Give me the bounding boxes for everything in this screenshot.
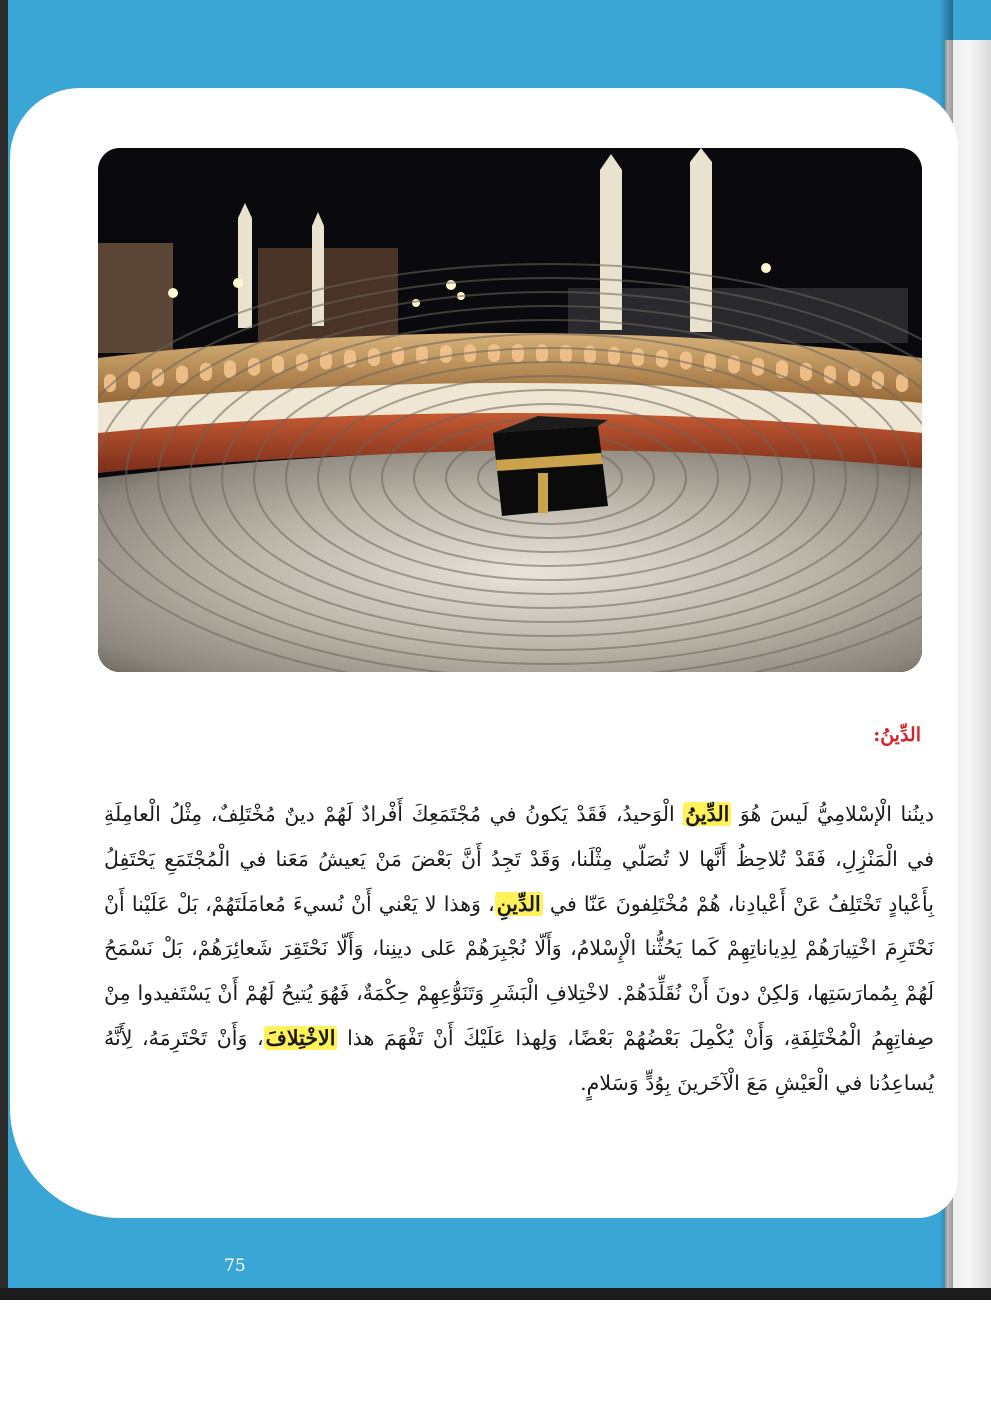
highlighted-word-2: الدِّينِ [496, 891, 541, 916]
highlighted-word-1: الدِّينُ [685, 802, 730, 826]
paragraph-text-2: الْوَحيدُ، فَقَدْ يَكونُ في مُجْتَمَعِكَ أَفْرادٌ لَهُمْ دينٌ مُخْتَلِفٌ، مِثْلُ الْعامِلَةِ في الْمَنْزِلِ، فَقَدْ تُلاحِظُ أَنَّها لا تُصَلّي مِثْلَنا، وَقَدْ تَجِدُ أَنَّ بَعْضَ مَنْ يَعيشُ مَعَنا في الْمُجْتَمَعِ يَحْتَفِلُ بِأَعْيادٍ تَخْتَلِفُ عَنْ أَعْيادِنا، هُمْ مُخْتَلِفونَ عَنّا في [104, 802, 934, 916]
paragraph-text-4: ، وَأَنْ تَحْتَرِمَهُ، لِأَنَّهُ يُساعِدُنا في الْعَيْشِ مَعَ الْآخَرينَ بِوُدٍّ وَسَلامٍ. [104, 1025, 934, 1095]
scan-edge-bottom [0, 1288, 991, 1300]
paragraph-text-1: دينُنا الْإسْلامِيُّ لَيسَ هُوَ [731, 802, 934, 826]
section-heading: الدِّينُ: [873, 724, 921, 746]
body-paragraph [104, 792, 934, 1106]
page-number: 75 [224, 1256, 246, 1276]
highlighted-word-3: الاخْتِلافَ [265, 1025, 336, 1050]
kaaba-photo [98, 148, 922, 672]
paragraph-text-3: ، وَهذا لا يَعْني أَنْ نُسيءَ مُعامَلَتَهُمْ، بَلْ عَلَيْنا أَنْ نَحْتَرِمَ اخْتِيارَهُمْ لِدِياناتِهِمْ كَما يَحُثُّنا الْإِسْلامُ، وَأَلّا نُجْبِرَهُمْ عَلى دينِنا، وَأَلّا نَحْتَقِرَ شَعائِرَهُمْ، بَلْ نَسْمَحُ لَهُمْ بِمُمارَسَتِها، وَلكِنْ دونَ أَنْ نُقَلِّدَهُمْ. لاخْتِلافِ الْبَشَرِ وَتَنَوُّعِهِمْ حِكْمَةٌ، فَهُوَ يُتيحُ لَهُمْ أَنْ يَسْتَفيدوا مِنْ صِفاتِهِمُ الْمُخْتَلِفَةِ، وَأَنْ يُكْمِلَ بَعْضُهُمْ بَعْضًا، وَلِهذا عَلَيْكَ أَنْ تَفْهَمَ هذا [104, 891, 934, 1050]
scan-edge-left [0, 0, 8, 1300]
kaaba-photo-drawing [98, 148, 922, 672]
